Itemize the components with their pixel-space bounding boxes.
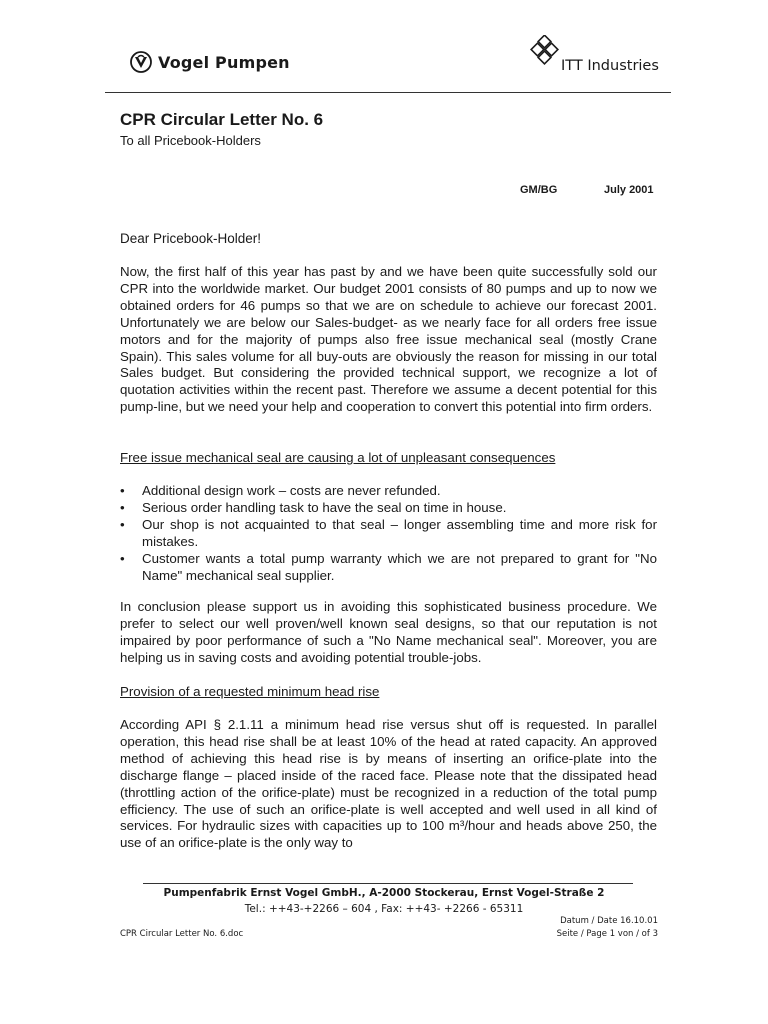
list-item [120,517,657,551]
letter-reference: GM/BG [520,184,558,196]
footer-date: Datum / Date 16.10.01 [560,916,658,926]
bullet-icon: • [120,516,125,532]
section-heading-head-rise: Provision of a requested minimum head rise [120,684,380,699]
paragraph-conclusion: In conclusion please support us in avoiding this sophisticated business procedure. We prefer to select our well proven/well known seal designs, so that our reputation is not impaired by poor performance of such a "No Name mechanical seal". Moreover, you are helping us in saving costs and avoiding potential trouble-jobs. [120,599,657,665]
header-divider [105,92,671,93]
list-item [120,483,657,500]
consequences-list [120,483,657,584]
right-logo-text: ITT Industries [561,58,659,74]
bullet-icon: • [120,499,125,515]
list-item [120,551,657,585]
left-logo-text: Vogel Pumpen [158,52,290,72]
letter-subtitle: To all Pricebook-Holders [120,133,261,148]
salutation: Dear Pricebook-Holder! [120,231,262,246]
list-item-text: Our shop is not acquainted to that seal – longer assembling time and more risk for mistakes. [142,516,657,549]
paragraph-api: According API § 2.1.11 a minimum head rise versus shut off is requested. In parallel operation, this head rise shall be at least 10% of the head at rated capacity. An approved method of achieving this head rise is by means of inserting an orifice-plate into the discharge flange – placed inside of the raced face. Please note that the dissipated head (throttling action of the orifice-plate) must be recognized in a reduction of the total pump efficiency. The use of such an orifice-plate is well accepted and well used in all kind of services. For hydraulic sizes with capacities up to 100 m³/hour and heads above 250, the use of an orifice-plate is the only way to [120,717,657,851]
paragraph-intro: Now, the first half of this year has past by and we have been quite successfully sold our CPR into the worldwide market. Our budget 2001 consists of 80 pumps and up to now we obtained orders for 46 pumps so that we are on schedule to achieve our forecast 2001. Unfortunately we are below our Sales-budget- as we nearly face for all orders free issue motors and for the majority of pumps also free issue mechanical seal (mostly Crane Spain). This sales volume for all buy-outs are obviously the reason for missing in our total Sales budget. But considering the provided technical support, we recognize a lot of quotation activities within the recent past. Therefore we assume a decent potential for this pump-line, but we need your help and cooperation to convert this potential into firm orders. [120,264,657,415]
footer-contact: Tel.: ++43-+2266 – 604 , Fax: ++43- +2266 - 65311 [244,903,524,915]
bullet-icon: • [120,483,125,498]
list-item-text: Customer wants a total pump warranty which we are not prepared to grant for "No Name" mechanical seal supplier. [142,550,657,583]
vogel-pumpen-logo [130,51,290,73]
vogel-shield-icon [130,51,152,73]
footer-company: Pumpenfabrik Ernst Vogel GmbH., A-2000 Stockerau, Ernst Vogel-Straße 2 [163,887,605,899]
section-heading-free-issue-seal: Free issue mechanical seal are causing a lot of unpleasant consequences [120,450,556,465]
bullet-icon: • [120,550,125,566]
itt-diamond-icon [528,35,564,71]
list-item [120,500,657,517]
letter-date: July 2001 [604,184,654,196]
footer-filename: CPR Circular Letter No. 6.doc [120,929,244,939]
itt-industries-logo [528,35,678,79]
list-item-text: Serious order handling task to have the seal on time in house. [142,499,507,515]
list-item-text: Additional design work – costs are never refunded. [142,483,441,498]
letter-title: CPR Circular Letter No. 6 [120,110,324,129]
footer-page-number: Seite / Page 1 von / of 3 [556,929,658,939]
footer-divider [143,883,633,884]
